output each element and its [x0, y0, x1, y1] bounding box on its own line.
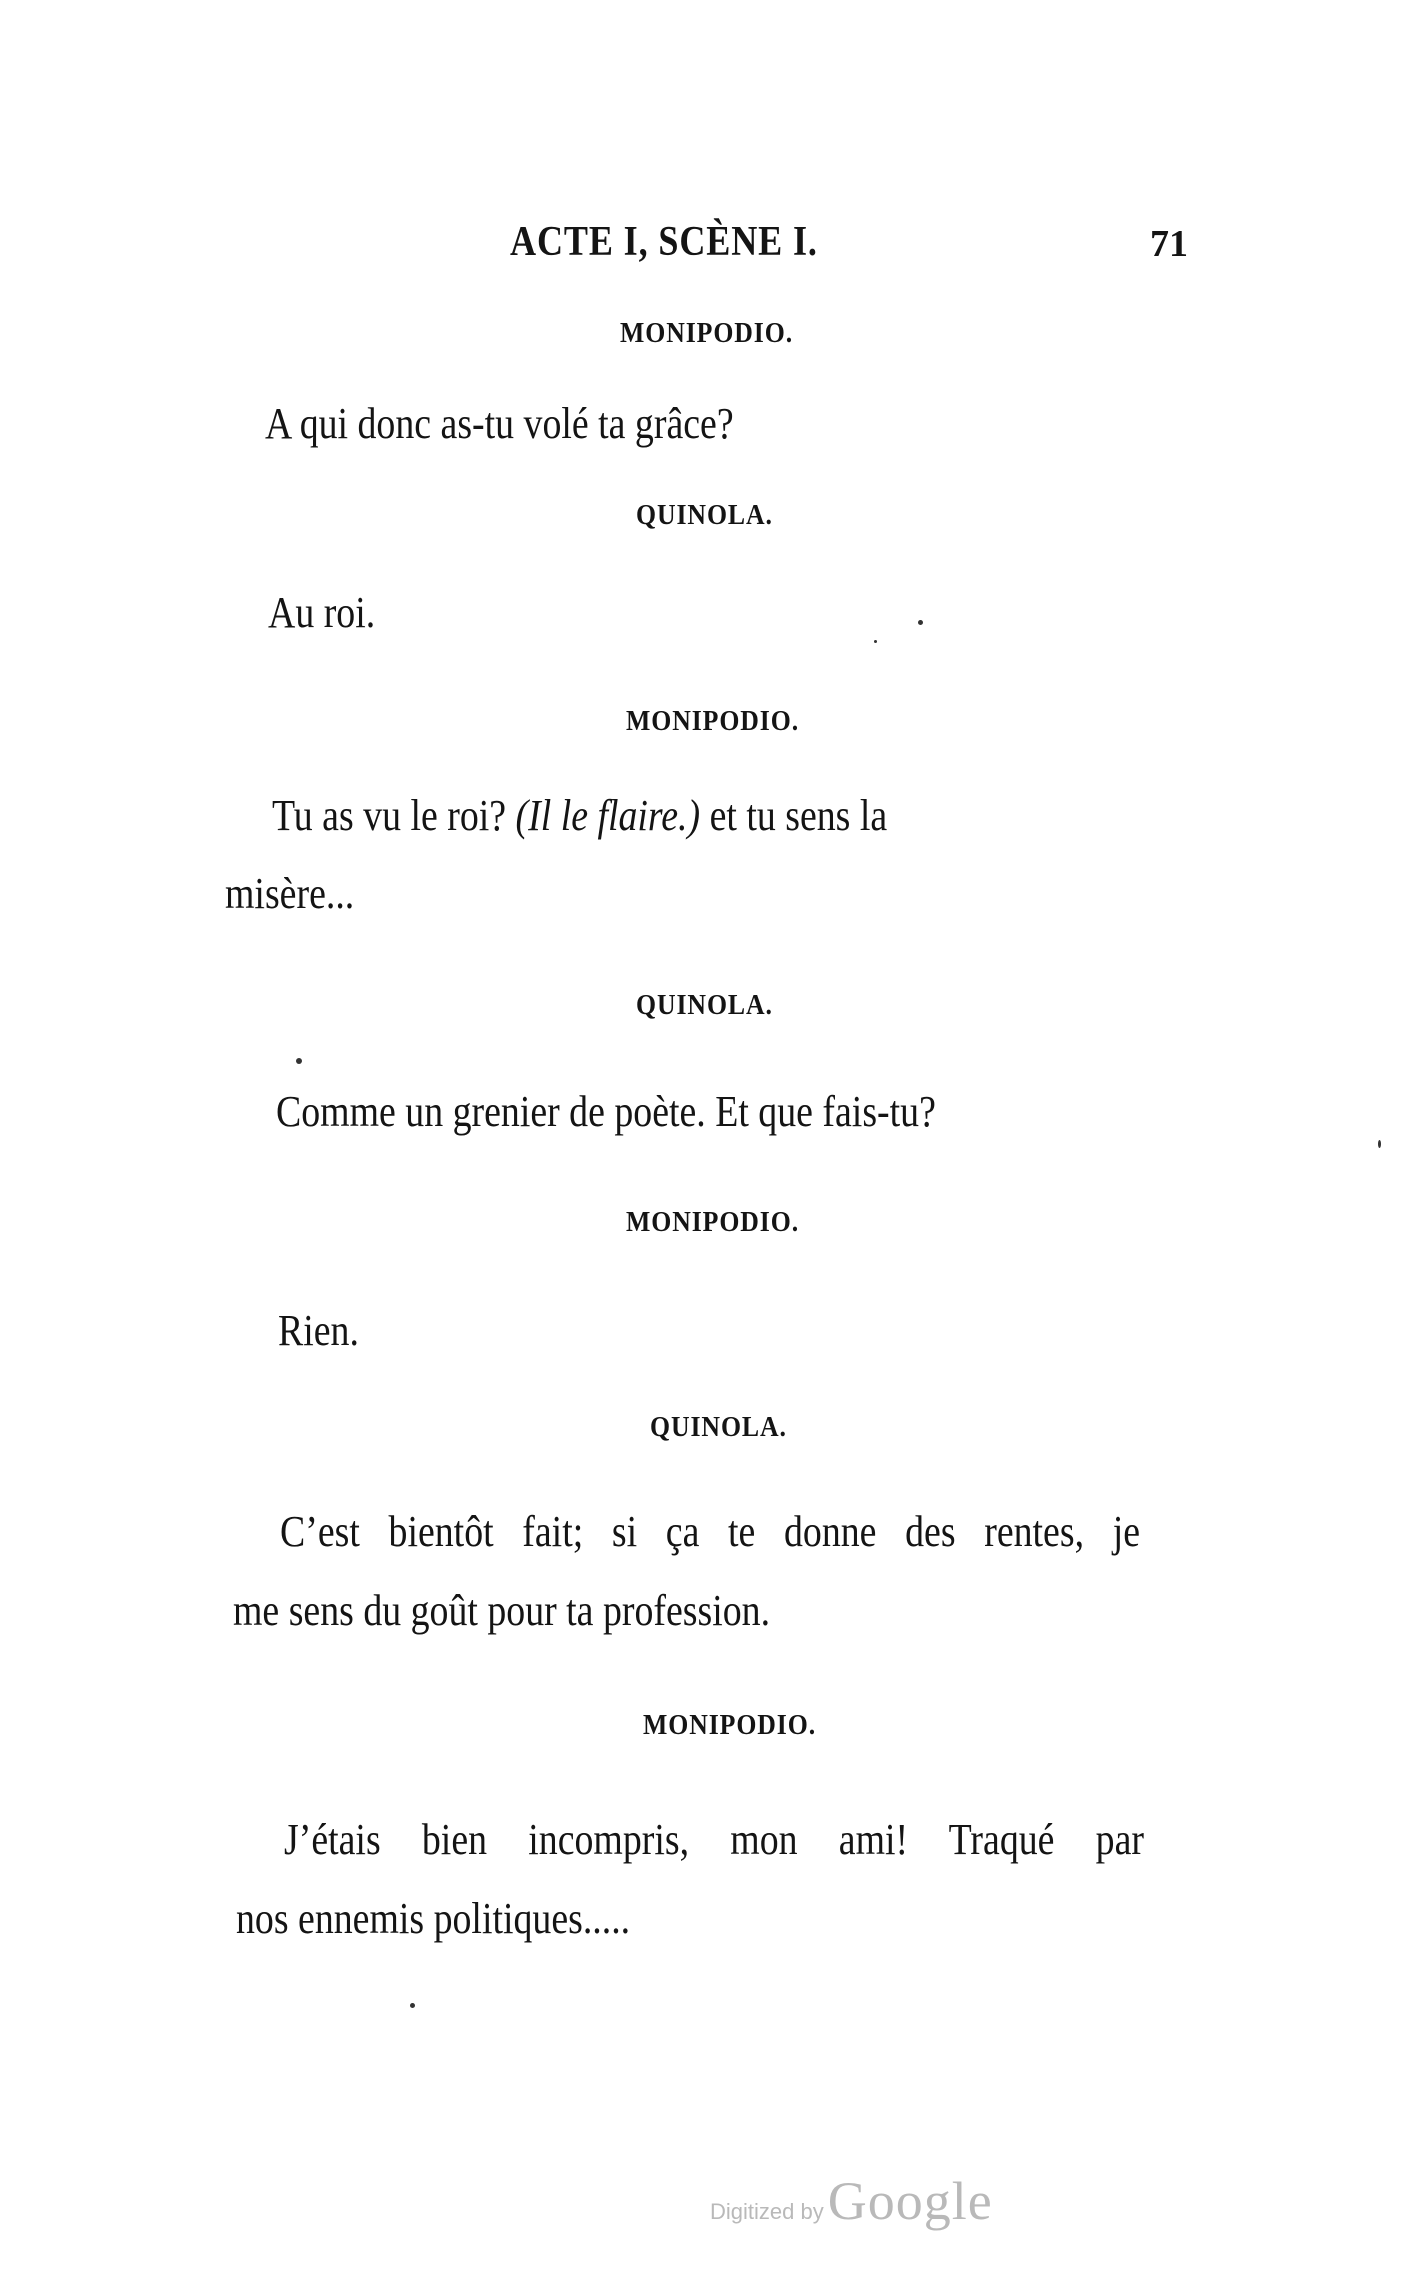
dialogue-line: J’étais bien incompris, mon ami! Traqué par — [284, 1815, 1144, 1864]
speaker-name: MONIPODIO. — [626, 706, 800, 737]
speaker-name: MONIPODIO. — [620, 318, 794, 349]
speaker-name: QUINOLA. — [636, 990, 773, 1021]
scan-speck — [410, 2003, 415, 2008]
dialogue-line: misère... — [225, 869, 355, 918]
dialogue-line: Au roi. — [268, 588, 376, 637]
dialogue-line — [272, 790, 887, 841]
dialogue-line: me sens du goût pour ta profession. — [233, 1586, 771, 1635]
dialogue-line: C’est bientôt fait; si ça te donne des rentes, je — [280, 1507, 1140, 1556]
speaker-name: QUINOLA. — [636, 500, 773, 531]
running-header-title: ACTE I, SCÈNE I. — [510, 219, 818, 265]
dialogue-text: Tu as vu le roi? — [272, 791, 507, 840]
scan-speck — [874, 640, 877, 643]
digitized-by-google-watermark — [710, 2170, 993, 2232]
stage-direction: (Il le flaire.) — [515, 791, 701, 840]
scan-speck — [918, 620, 923, 625]
dialogue-line: nos ennemis politiques..... — [236, 1894, 631, 1943]
dialogue-text: et tu sens la — [709, 791, 888, 840]
speaker-name: QUINOLA. — [650, 1412, 787, 1443]
page-number: 71 — [1150, 223, 1188, 265]
speaker-name: MONIPODIO. — [643, 1710, 817, 1741]
dialogue-line: Rien. — [278, 1306, 359, 1355]
speaker-name: MONIPODIO. — [626, 1207, 800, 1238]
scan-speck — [1378, 1140, 1381, 1148]
scan-speck — [296, 1058, 302, 1064]
google-logo: Google — [827, 2171, 993, 2231]
dialogue-line: Comme un grenier de poète. Et que fais-tu? — [276, 1087, 936, 1136]
watermark-prefix: Digitized by — [710, 2199, 824, 2224]
dialogue-line: A qui donc as-tu volé ta grâce? — [265, 399, 734, 448]
